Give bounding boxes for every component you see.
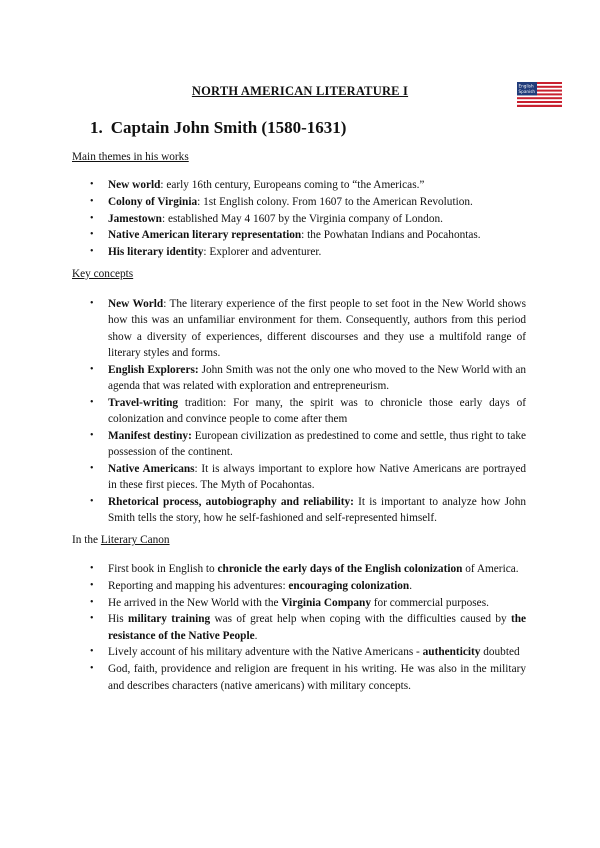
us-uk-flag-icon xyxy=(517,82,562,107)
flag-label: English xyxy=(518,83,534,89)
list-item: • New world: early 16th century, Europeans coming to “the Americas.” xyxy=(88,177,526,193)
list-item: • First book in English to chronicle the early days of the English colonization of America. xyxy=(88,561,526,577)
list-item: • Travel-writing tradition: For many, the spirit was to chronicle those early days of colonization and convince people to come after them xyxy=(88,395,526,428)
heading-text: Captain John Smith (1580-1631) xyxy=(110,118,347,137)
list-item: • New World: The literary experience of the first people to set foot in the New World shows how this was an unfamiliar environment for them. Consequently, authors from this period show a diversity of experiences, different discourses and they use a multifold range of literary styles and forms. xyxy=(88,296,526,361)
list-item: • English Explorers: John Smith was not the only one who moved to the New World with an agenda that was related with exploration and entrepreneurism. xyxy=(88,362,526,395)
main-themes-list xyxy=(88,177,526,261)
list-item: • Reporting and mapping his adventures: encouraging colonization. xyxy=(88,578,526,594)
list-item: • Jamestown: established May 4 1607 by the Virginia company of London. xyxy=(88,211,526,227)
document-title: NORTH AMERICAN LITERATURE I xyxy=(191,84,409,98)
literary-canon-label: In the Literary Canon xyxy=(72,534,170,546)
list-item: • Rhetorical process, autobiography and reliability: It is important to analyze how John Smith tells the story, how he self-fashioned and self-represented himself. xyxy=(88,494,526,527)
list-item: • He arrived in the New World with the Virginia Company for commercial purposes. xyxy=(88,595,526,611)
main-themes-label: Main themes in his works xyxy=(72,151,189,163)
list-item: • Native Americans: It is always important to explore how Native Americans are portrayed in these first pieces. The Myth of Pocahontas. xyxy=(88,461,526,494)
key-concepts-list xyxy=(88,296,526,527)
heading-number: 1. xyxy=(90,118,103,137)
list-item: • God, faith, providence and religion are frequent in his writing. He was also in the military and describes characters (native americans) with military concepts. xyxy=(88,661,526,694)
list-item: • Native American literary representation: the Powhatan Indians and Pocahontas. xyxy=(88,227,526,243)
list-item: • Manifest destiny: European civilization as predestined to come and settle, thus right to take possession of the continent. xyxy=(88,428,526,461)
literary-canon-list xyxy=(88,561,526,694)
list-item: • Colony of Virginia: 1st English colony. From 1607 to the American Revolution. xyxy=(88,194,526,210)
list-item: • His literary identity: Explorer and adventurer. xyxy=(88,244,526,260)
svg-text:Spanish: Spanish xyxy=(518,89,536,94)
section-heading xyxy=(90,118,346,138)
list-item: • Lively account of his military adventure with the Native Americans - authenticity doubted xyxy=(88,644,526,660)
list-item: • His military training was of great help when coping with the difficulties caused by the resistance of the Native People. xyxy=(88,611,526,644)
key-concepts-label: Key concepts xyxy=(72,268,134,280)
